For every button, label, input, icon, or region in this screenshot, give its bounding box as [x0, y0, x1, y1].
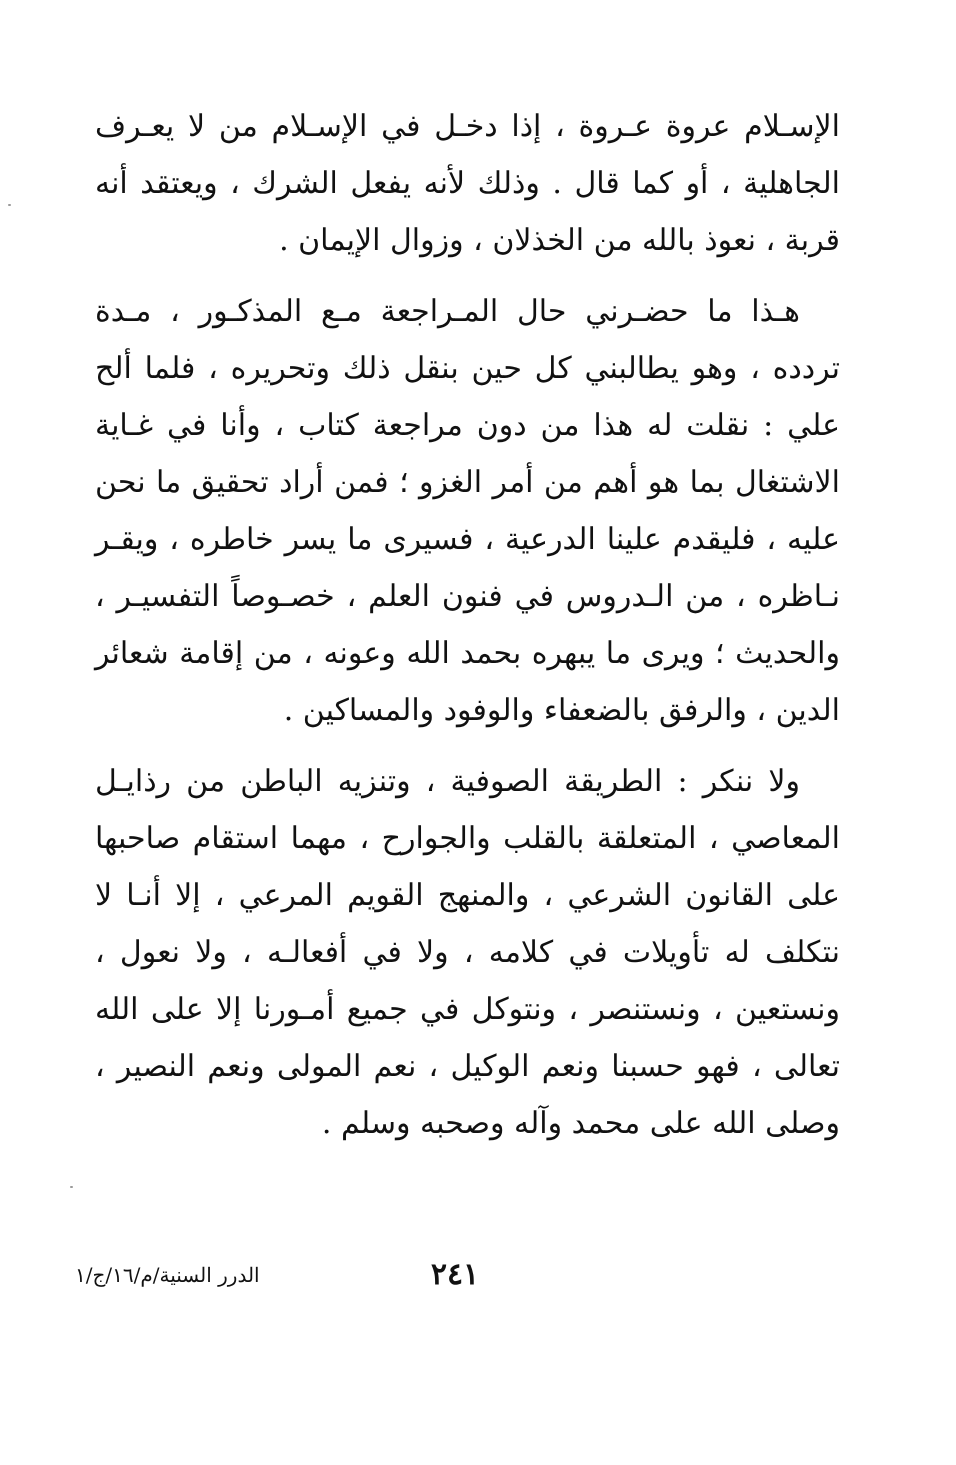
paragraph-gap — [95, 269, 840, 283]
scan-speck — [8, 204, 11, 206]
paragraph-3 — [95, 753, 840, 1152]
text-line: المعاصي ، المتعلقة بالقلب والجوارح ، مهما استقام صاحبها — [95, 821, 840, 856]
text-line: نـاظره ، من الـدروس في فنون العلم ، خصـوصاً التفسيـر ، — [95, 579, 840, 614]
page-body — [95, 98, 840, 1152]
text-line: علي : نقلت له هذا من دون مراجعة كتاب ، وأنا في غـاية — [95, 408, 840, 443]
paragraph-1 — [95, 98, 840, 269]
text-line: عليه ، فليقدم علينا الدرعية ، فسيرى ما يسر خاطره ، ويقـر — [95, 522, 840, 557]
text-line: تردده ، وهو يطالبني كل حين بنقل ذلك وتحريره ، فلما ألح — [95, 351, 840, 386]
text-line: وصلى الله على محمد وآله وصحبه وسلم . — [321, 1106, 840, 1141]
text-line: الإسـلام عروة عـروة ، إذا دخـل في الإسـلام من لا يعـرف — [95, 109, 840, 144]
book-reference: الدرر السنية/م/١٦/ج/١ — [75, 1263, 260, 1287]
text-line: على القانون الشرعي ، والمنهج القويم المرعي ، إلا أنـا لا — [95, 878, 840, 913]
page-footer — [0, 1255, 956, 1295]
text-line: الجاهلية ، أو كما قال . وذلك لأنه يفعل الشرك ، ويعتقد أنه — [95, 166, 840, 201]
text-line: تعالى ، فهو حسبنا ونعم الوكيل ، نعم المولى ونعم النصير ، — [95, 1049, 840, 1084]
paragraph-gap — [95, 739, 840, 753]
text-line: نتكلف له تأويلات في كلامه ، ولا في أفعالـه ، ولا نعول ، — [95, 935, 840, 970]
text-line: والحديث ؛ ويرى ما يبهره بحمد الله وعونه ، من إقامة شعائر — [95, 636, 840, 671]
paragraph-2 — [95, 283, 840, 739]
text-line: هـذا ما حضـرني حال المـراجعة مـع المذكـور ، مـدة — [95, 294, 800, 329]
text-line: ولا ننكر : الطريقة الصوفية ، وتنزيه الباطن من رذايـل — [95, 764, 800, 799]
page-number: ٢٤١ — [430, 1257, 480, 1292]
text-line: ونستعين ، ونستنصر ، ونتوكل في جميع أمـورنا إلا على الله — [95, 992, 840, 1027]
text-line: قربة ، نعوذ بالله من الخذلان ، وزوال الإيمان . — [279, 223, 840, 258]
scan-speck — [70, 1186, 73, 1188]
text-line: الاشتغال بما هو أهم من أمر الغزو ؛ فمن أراد تحقيق ما نحن — [95, 465, 840, 500]
text-line: الدين ، والرفق بالضعفاء والوفود والمساكين . — [283, 693, 840, 728]
